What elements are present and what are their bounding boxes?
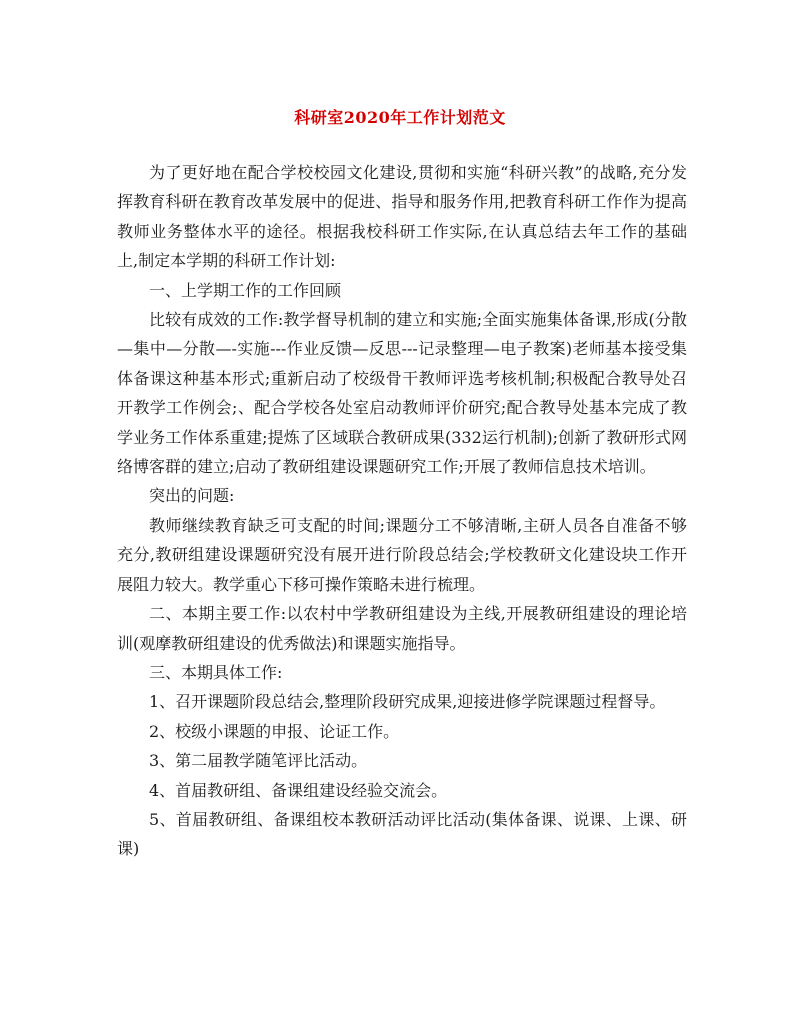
- list-item: 3、第二届教学随笔评比活动。: [149, 751, 368, 771]
- document-title: 科研室2020年工作计划范文: [294, 108, 506, 127]
- main-work-paragraph: 二、本期主要工作:以农村中学教研组建设为主线,开展教研组建设的理论培训(观摩教研组建设的优秀做法)和课题实施指导。: [117, 604, 687, 653]
- document-body: [117, 158, 687, 864]
- section-heading-specific-work: 三、本期具体工作:: [149, 662, 283, 682]
- section-heading-review: 一、上学期工作的工作回顾: [149, 280, 342, 300]
- list-item: 2、校级小课题的申报、论证工作。: [149, 721, 400, 741]
- intro-paragraph: 为了更好地在配合学校校园文化建设,贯彻和实施“科研兴教”的战略,充分发挥教育科研在教育改革发展中的促进、指导和服务作用,把教育科研工作作为提高教师业务整体水平的途径。根据我校科研工作实际,在认真总结去年工作的基础上,制定本学期的科研工作计划:: [117, 163, 687, 271]
- problems-paragraph: 教师继续教育缺乏可支配的时间;课题分工不够清晰,主研人员各自准备不够充分,教研组建设课题研究没有展开进行阶段总结会;学校教研文化建设块工作开展阻力较大。教学重心下移可操作策略未进行梳理。: [117, 515, 687, 594]
- list-item: 5、首届教研组、备课组校本教研活动评比活动(集体备课、说课、上课、研课): [117, 809, 687, 859]
- achievements-paragraph: 比较有成效的工作:教学督导机制的建立和实施;全面实施集体备课,形成(分散—集中—分散—-实施---作业反馈—反思---记录整理—电子教案)老师基本接受集体备课这种基本形式;重新启动了校级骨干教师评选考核机制;积极配合教导处召开教学工作例会;、配合学校各处室启动教师评价研究;配合教导处基本完成了教学业务工作体系重建;提炼了区域联合教研成果(332运行机制);创新了教研形式网络博客群的建立;启动了教研组建设课题研究工作;开展了教师信息技术培训。: [117, 310, 687, 477]
- problems-heading: 突出的问题:: [149, 486, 235, 506]
- list-item: 1、召开课题阶段总结会,整理阶段研究成果,迎接进修学院课题过程督导。: [149, 692, 666, 712]
- list-item: 4、首届教研组、备课组建设经验交流会。: [149, 780, 448, 800]
